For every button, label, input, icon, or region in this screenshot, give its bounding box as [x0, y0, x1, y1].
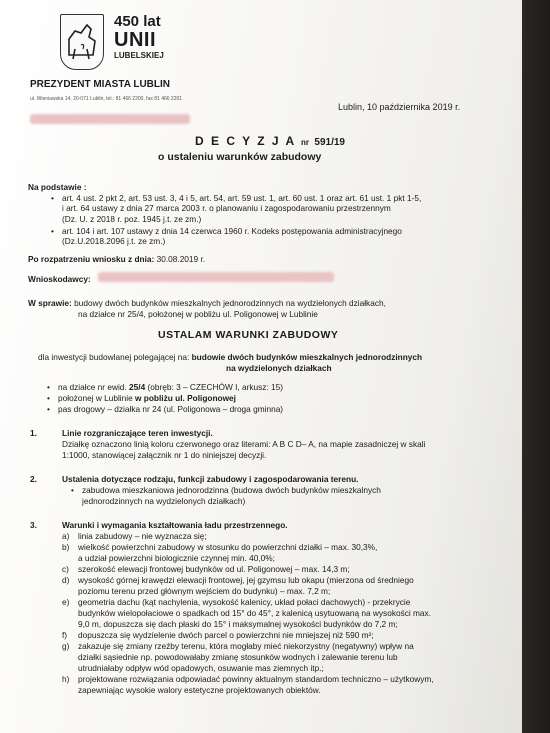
- legal-basis-line: • art. 4 ust. 2 pkt 2, art. 53 ust. 3, 4 i 5, art. 54, art. 59 ust. 1, art. 60 ust. 1 oraz art. 61 ust. 1 pkt 1-5,: [62, 193, 421, 203]
- anniversary-number: 450 lat: [114, 13, 161, 30]
- legal-basis-item-2: [62, 226, 402, 247]
- location-item: [58, 382, 283, 392]
- location-pre: • położonej w Lublinie: [58, 393, 135, 403]
- location-item: [58, 393, 236, 403]
- applicants-label: Wnioskodawcy:: [28, 274, 91, 284]
- item-text: wielkość powierzchni zabudowy w stosunku do powierzchni działki – max. 30,3%,: [78, 542, 378, 552]
- decision-heading: [195, 136, 345, 148]
- office-name: PREZYDENT MIASTA LUBLIN: [30, 79, 170, 90]
- location-item: [58, 404, 283, 414]
- investment-line-1: [38, 352, 422, 362]
- legal-basis-line: i art. 64 ustawy z dnia 27 marca 2003 r. o planowaniu i zagospodarowaniu przestrzennym: [62, 203, 391, 214]
- legal-basis-line: (Dz. U. z 2018 r. poz. 1945 j.t. ze zm.): [62, 213, 202, 224]
- section-text: jednorodzinnych na wydzielonych działkach): [82, 496, 246, 506]
- item-text: szerokość elewacji frontowej budynków od ul. Poligonowej – max. 14,3 m;: [78, 564, 350, 574]
- item-text: zapewniając wysokie walory estetyczne projektowanych obiektów.: [78, 685, 321, 695]
- investment-line-2: na wydzielonych działkach: [226, 363, 332, 373]
- item-text: wysokość górnej krawędzi elewacji frontowej, jej gzymsu lub okapu (mierzona od średniego: [78, 575, 414, 585]
- section-text: Działkę oznaczono linią koloru czerwonego oraz literami: A B C D– A, na mapie zasadniczej w skali: [62, 439, 426, 449]
- section-number: 2.: [30, 474, 37, 484]
- matter-line-2: na działce nr 25/4, położonej w pobliżu ul. Poligonowej w Lublinie: [78, 309, 318, 319]
- item-text: projektowane rozwiązania odpowiadać powinny aktualnym standardom techniczno – użytkowym,: [78, 674, 434, 684]
- section-title: Linie rozgraniczające teren inwestycji.: [62, 428, 213, 438]
- item-text: linia zabudowy – nie wyznacza się;: [78, 531, 207, 541]
- location-bold: w pobliżu ul. Poligonowej: [135, 393, 236, 403]
- location-bold: 25/4: [129, 382, 146, 392]
- redacted-addressee: [30, 114, 190, 124]
- section-text: [82, 485, 381, 495]
- item-text: zakazuje się zmiany rzeźby terenu, która mogłaby mieć niekorzystny (negatywny) wpływ na: [78, 641, 414, 651]
- section-title: Ustalenia dotyczące rodzaju, funkcji zabudowy i zagospodarowania terenu.: [62, 474, 359, 484]
- item-letter: a): [62, 531, 70, 541]
- redacted-applicants: [98, 272, 334, 282]
- section-title: Warunki i wymagania kształtowania ładu przestrzennego.: [62, 520, 288, 530]
- item-text: utrudniałaby odpływ wód opadowych, osuwanie mas ziemnych itp.;: [78, 663, 324, 673]
- application-label: Po rozpatrzeniu wniosku z dnia:: [28, 254, 155, 264]
- item-letter: f): [62, 630, 68, 640]
- section-number: 3.: [30, 520, 37, 530]
- legal-basis-line: (Dz.U.2018.2096 j.t. ze zm.): [62, 236, 166, 247]
- application-date: 30.08.2019 r.: [156, 254, 206, 264]
- legal-basis-line: • art. 104 i art. 107 ustawy z dnia 14 czerwca 1960 r. Kodeks postępowania administracyjnego: [62, 226, 402, 236]
- item-letter: h): [62, 674, 70, 684]
- ustalam-heading: USTALAM WARUNKI ZABUDOWY: [158, 329, 339, 341]
- crest-icon: [60, 14, 104, 70]
- office-address: ul. Wieniawska 14, 20-071 Lublin, tel.: 81 466 2200, fax 81 466 2201: [30, 96, 183, 102]
- decision-word: D E C Y Z J A: [195, 134, 296, 148]
- section-text: 1:1000, stanowiącej załącznik nr 1 do niniejszej decyzji.: [62, 450, 267, 460]
- application-row: [28, 254, 205, 264]
- anniversary-sub: LUBELSKIEJ: [114, 51, 164, 60]
- item-text: poziomu terenu przed głównym wejściem do budynku) – max. 7,2 m;: [78, 586, 331, 596]
- document-date: Lublin, 10 października 2019 r.: [338, 102, 461, 112]
- item-text: działki sąsiednie np. powodowałaby zmianę stosunków wodnych i zalewanie terenu lub: [78, 652, 398, 662]
- item-letter: c): [62, 564, 69, 574]
- item-text: dopuszcza się wydzielenie dwóch parcel o powierzchni nie mniejszej niż 590 m²;: [78, 630, 374, 640]
- goat-icon: [61, 15, 103, 69]
- matter-label: W sprawie:: [28, 298, 72, 308]
- item-letter: b): [62, 542, 70, 552]
- legal-basis-label: Na podstawie :: [28, 182, 87, 192]
- item-letter: g): [62, 641, 70, 651]
- decision-nr-label: nr: [301, 138, 310, 147]
- location-pre: • pas drogowy – działka nr 24 (ul. Poligonowa – droga gminna): [58, 404, 283, 414]
- item-text: 9,0 m, dopuszcza się dach płaski do 15° i maksymalnej wysokości budynków do 7,2 m;: [78, 619, 398, 629]
- item-text: budynków wielopołaciowe o spadkach od 15° do 45°, z kalenicą usytuowaną na wysokości max.: [78, 608, 432, 618]
- matter-text: budowy dwóch budynków mieszkalnych jednorodzinnych na wydzielonych działkach,: [74, 298, 386, 308]
- item-text: geometria dachu (kąt nachylenia, wysokość kalenicy, układ połaci dachowych) - przekrycie: [78, 597, 411, 607]
- section-bullet-text: • zabudowa mieszkaniowa jednorodzinna (budowa dwóch budynków mieszkalnych: [82, 485, 381, 495]
- investment-name: budowie dwóch budynków mieszkalnych jednorodzinnych: [191, 352, 423, 362]
- item-text: a udział powierzchni biologicznie czynnej min. 40,0%;: [78, 553, 275, 563]
- anniversary-word: UNII: [114, 29, 156, 51]
- decision-number: 591/19: [314, 137, 345, 148]
- decision-subject: o ustaleniu warunków zabudowy: [158, 151, 322, 163]
- location-post: (obręb: 3 – CZECHÓW I, arkusz: 15): [145, 382, 284, 392]
- item-letter: d): [62, 575, 70, 585]
- legal-basis-item-1: [62, 193, 421, 224]
- section-number: 1.: [30, 428, 37, 438]
- investment-prefix: dla inwestycji budowlanej polegającej na:: [38, 352, 190, 362]
- location-pre: • na działce nr ewid.: [58, 382, 129, 392]
- item-letter: e): [62, 597, 70, 607]
- matter-line-1: [28, 298, 386, 308]
